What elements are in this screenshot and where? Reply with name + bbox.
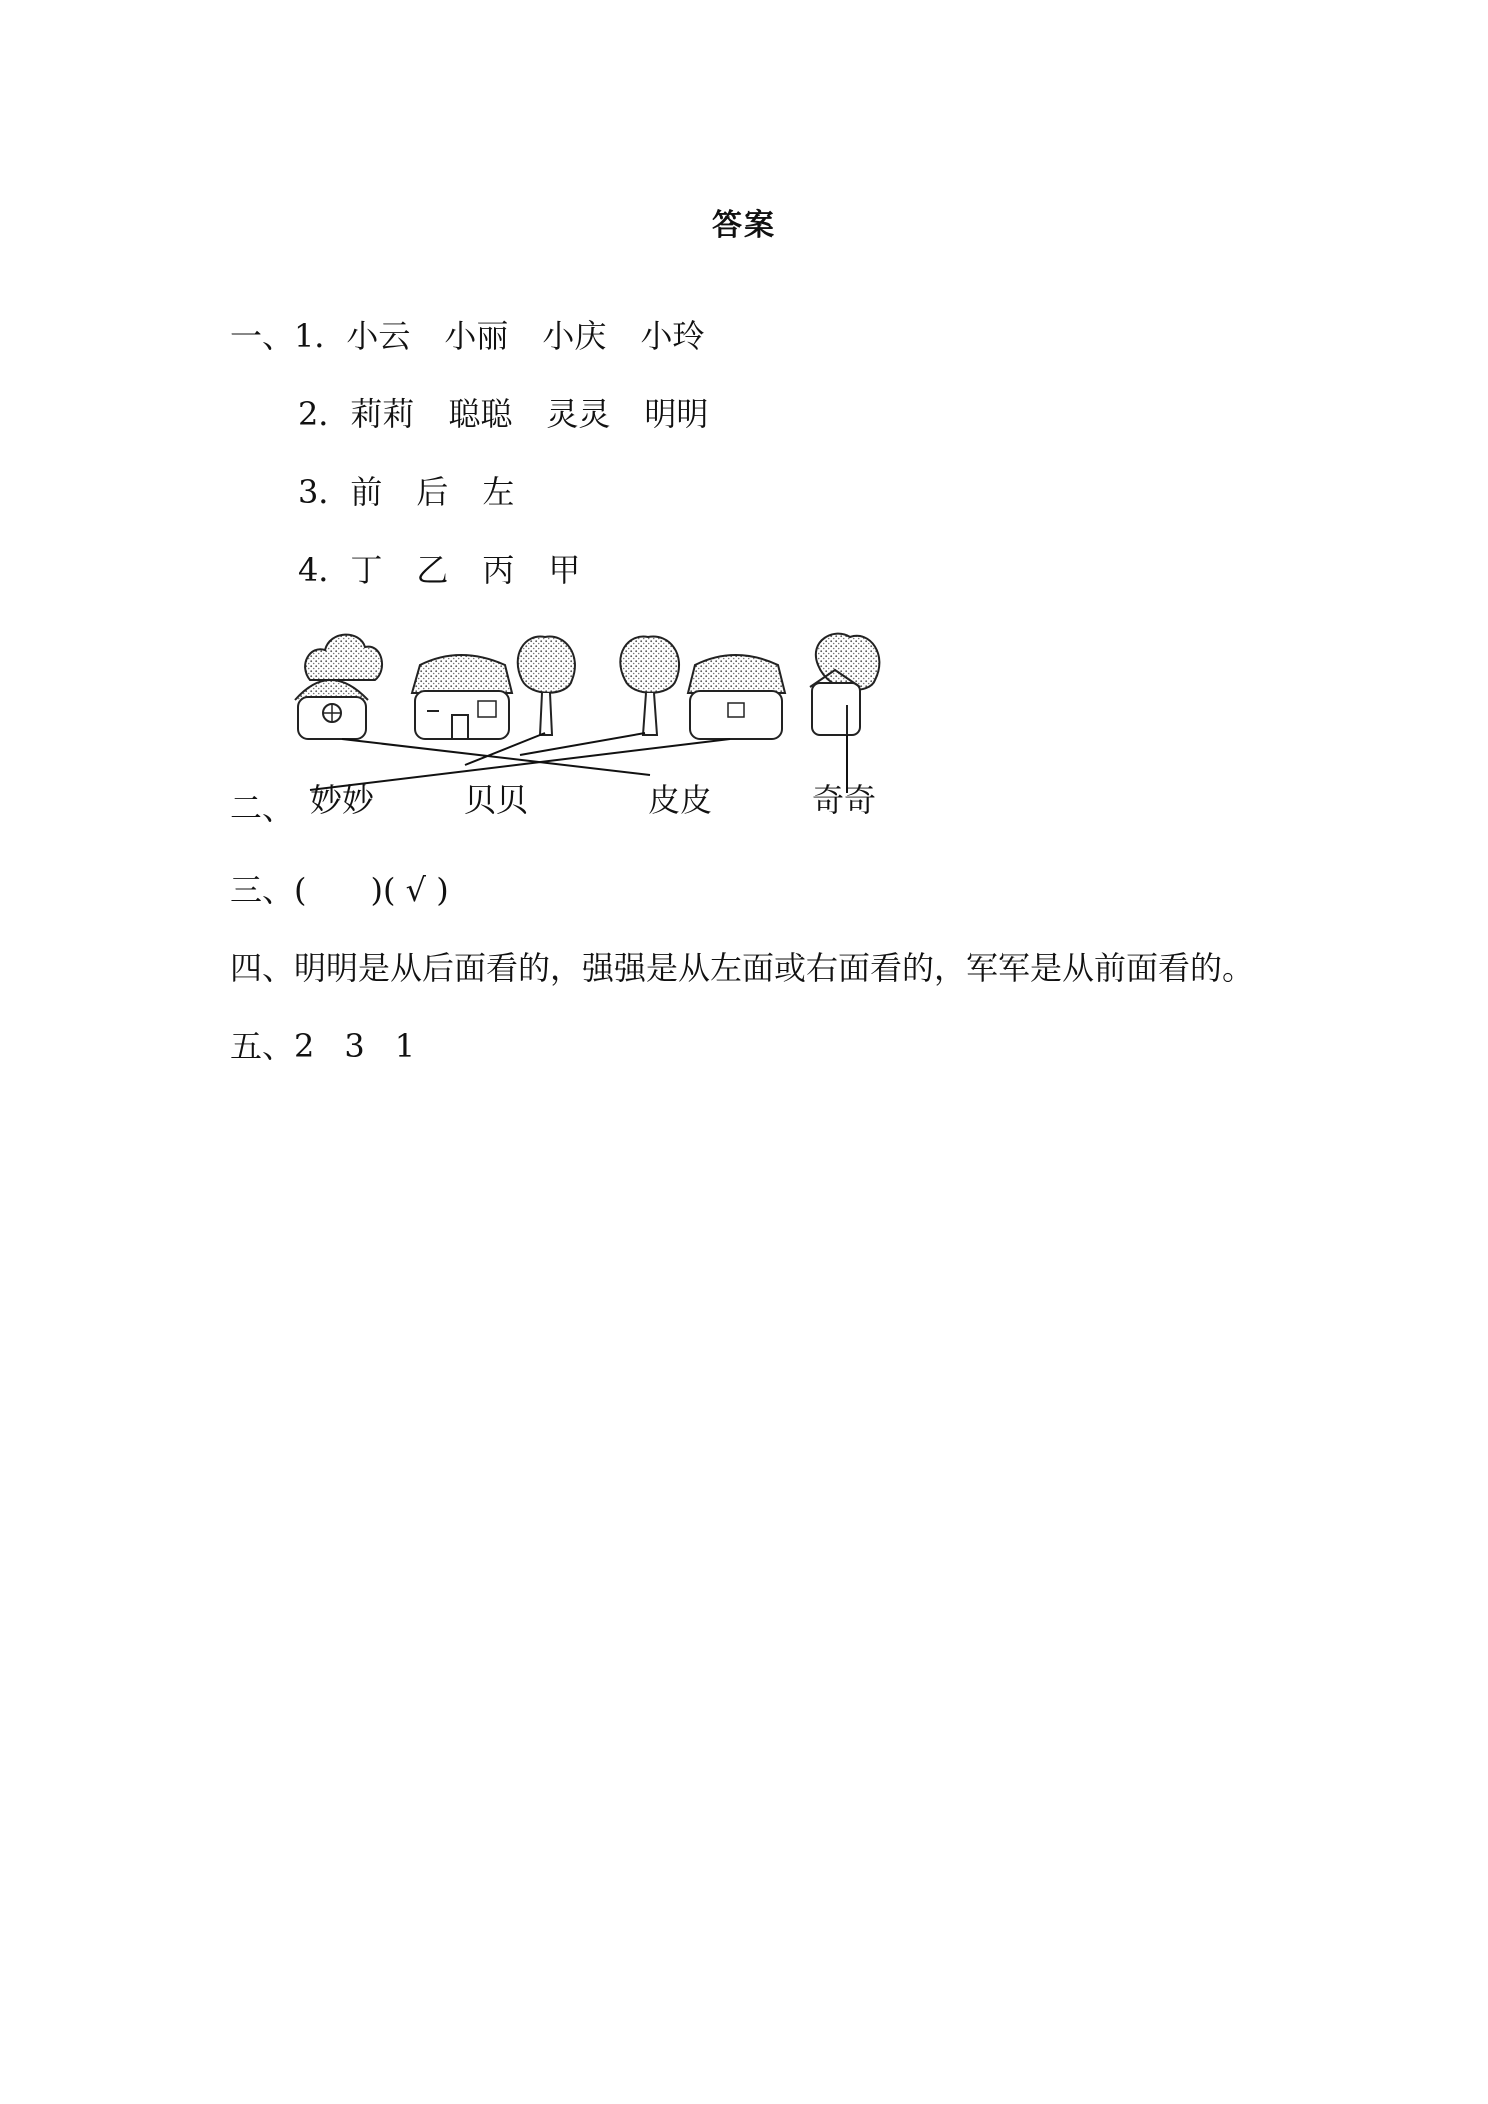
name-label: 皮皮 (648, 781, 713, 819)
section1-item3 (298, 472, 514, 512)
answer: 小玲 (640, 317, 705, 355)
section2-prefix: 二、 (230, 789, 295, 827)
page-title: 答案 (712, 208, 776, 243)
answer: 后 (416, 473, 449, 511)
answer: 小庆 (542, 317, 607, 355)
section3-answer: ( )( √ ) (294, 871, 449, 909)
name-label: 贝贝 (464, 781, 529, 819)
answer: 乙 (416, 551, 449, 589)
house-front-picture (688, 655, 785, 739)
answer: 小丽 (444, 317, 509, 355)
section3-prefix: 三、 (230, 871, 295, 909)
answer: 丙 (482, 551, 515, 589)
answer: 3 (344, 1027, 365, 1065)
section4 (230, 948, 1254, 988)
matching-lines (310, 733, 847, 793)
name-label: 奇奇 (812, 781, 877, 819)
house-side-with-tree-picture (810, 634, 879, 735)
answer: 聪聪 (448, 395, 513, 433)
section1-item1 (230, 316, 704, 356)
answer: 2 (294, 1027, 315, 1065)
section5 (230, 1026, 415, 1066)
answer: 丁 (350, 551, 383, 589)
section1-item2 (298, 394, 708, 434)
tree-picture-2 (620, 637, 679, 735)
section1-prefix: 一、 (230, 317, 295, 355)
answer: 左 (482, 473, 515, 511)
section4-answer: 明明是从后面看的，强强是从左面或右面看的，军军是从前面看的。 (294, 949, 1255, 987)
section1-item4 (298, 550, 580, 590)
answer: 前 (350, 473, 383, 511)
section4-prefix: 四、 (230, 949, 295, 987)
answer: 1 (394, 1027, 416, 1065)
answer: 甲 (548, 551, 581, 589)
item-number: 4． (298, 551, 351, 589)
answer: 灵灵 (546, 395, 611, 433)
item-number: 3． (298, 473, 351, 511)
name-label: 妙妙 (310, 781, 375, 819)
house-with-door-picture (412, 655, 512, 739)
section5-prefix: 五、 (230, 1027, 295, 1065)
item-number: 1． (294, 317, 347, 355)
tree-picture-1 (518, 637, 575, 735)
house-with-tree-picture (295, 635, 382, 739)
answer: 小云 (346, 317, 411, 355)
answer: 莉莉 (350, 395, 415, 433)
answer: 明明 (644, 395, 709, 433)
section3 (230, 870, 449, 910)
item-number: 2． (298, 395, 351, 433)
